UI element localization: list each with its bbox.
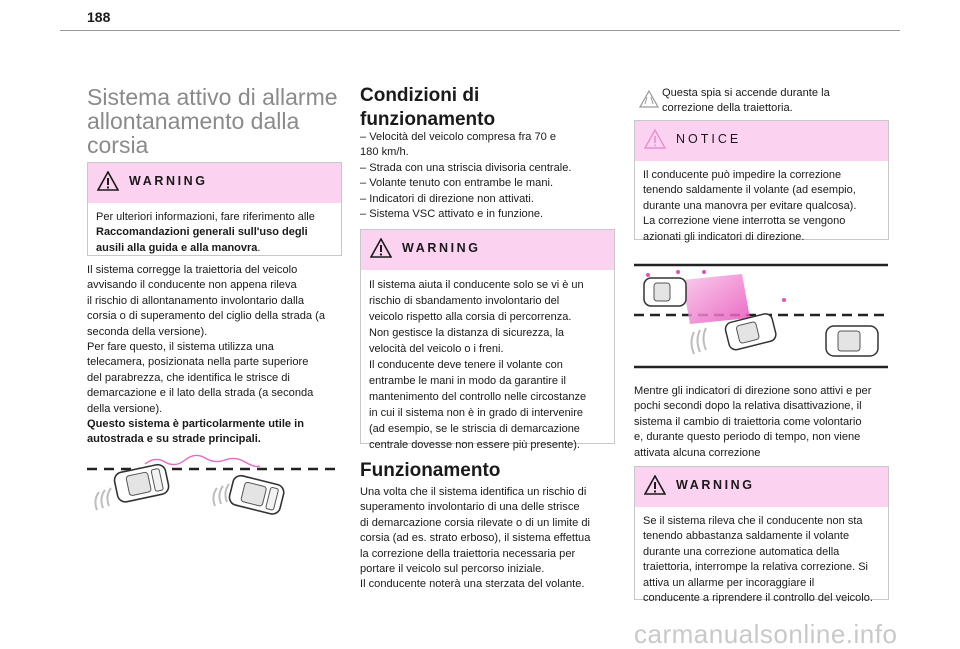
- text-line: (ad esempio, se le striscia di demarcazione: [369, 423, 580, 435]
- lane-keeping-illustration: [85, 452, 343, 522]
- notice-triangle-icon: [644, 129, 666, 149]
- text-line: tenendo abbastanza saldamente il volante: [643, 530, 850, 543]
- lane-change-illustration: [634, 262, 890, 372]
- text-line: Il conducente noterà una sterzata del volante.: [360, 578, 585, 591]
- text-line: demarcazione e il lato della strada (a seconda: [87, 387, 314, 400]
- warning-text: [635, 507, 888, 612]
- text-line: correzione della traiettoria.: [662, 102, 793, 115]
- text-line: conducente a riprendere il controllo del veicolo.: [643, 592, 873, 605]
- condition-item: – Indicatori di direzione non attivati.: [360, 192, 534, 205]
- text-line: centrale dovesse non essere più presente).: [369, 439, 580, 451]
- text-line: mantenimento del controllo nelle circostanze: [369, 391, 587, 403]
- condition-item: 180 km/h.: [360, 146, 409, 159]
- warning-header: [635, 467, 888, 507]
- text-line: il rischio di allontanamento involontario dalla: [87, 294, 305, 307]
- text-line: entrambe le mani in modo da garantire il: [369, 375, 566, 387]
- text-line: di demarcazione corsia rilevate o di un limite di: [360, 516, 590, 529]
- text-line: Mentre gli indicatori di direzione sono attivi e per: [634, 385, 872, 397]
- text-line: Per fare questo, il sistema utilizza una: [87, 341, 274, 354]
- warning-triangle-icon: [370, 238, 392, 258]
- operation-title: Funzionamento: [360, 460, 501, 481]
- warning-box: [360, 229, 615, 451]
- title-line: allontanamento dalla: [87, 108, 300, 134]
- text-line: velocità del veicolo o i freni.: [369, 343, 504, 355]
- conditions-list: [360, 130, 620, 222]
- text-line: pochi secondi dopo la relativa disattivazione, il: [634, 400, 862, 413]
- warning-label: WARNING: [402, 241, 481, 255]
- text-line: Il sistema corregge la traiettoria del veicolo: [87, 264, 298, 276]
- text-line: la correzione della traiettoria necessaria per: [360, 547, 576, 560]
- text-line: La correzione viene interrotta se vengono: [643, 215, 846, 228]
- text-line: traiettoria, interrompe la relativa correzione. Si: [643, 561, 868, 574]
- warning-triangle-icon: [644, 475, 666, 495]
- notice-box: [634, 120, 889, 243]
- title-line: funzionamento: [360, 109, 496, 130]
- text-line: azionati gli indicatori di direzione.: [643, 230, 805, 243]
- watermark: carmanualsonline.info: [634, 619, 898, 649]
- text-line: del parabrezza, che identifica le strisce di: [87, 371, 290, 384]
- warning-header: [88, 163, 341, 203]
- text-line: durante una correzione automatica della: [643, 545, 840, 558]
- text-line: Il sistema aiuta il conducente solo se vi è un: [369, 279, 584, 291]
- text-line: attiva un allarme per incoraggiare il: [643, 576, 815, 589]
- text-line: e, durante questo periodo di tempo, non viene: [634, 431, 861, 444]
- text-line: veicolo rispetto alla corsia di percorrenza.: [369, 311, 572, 323]
- text-line: Una volta che il sistema identifica un rischio di: [360, 486, 587, 498]
- warning-text-bold: Raccomandazioni generali sull'uso degli ausili alla guida e alla manovra: [96, 226, 308, 254]
- notice-header: [635, 121, 888, 161]
- notice-text: [635, 161, 888, 251]
- turn-signal-paragraph: [634, 384, 892, 461]
- lamp-description: [662, 86, 892, 117]
- text-line: in cui il sistema non è in grado di intervenire: [369, 407, 584, 419]
- intro-paragraph: [87, 263, 347, 448]
- text-line: seconda della versione).: [87, 325, 208, 338]
- title-line: Condizioni di: [360, 85, 480, 106]
- text-line: Il conducente può impedire la correzione: [643, 169, 842, 181]
- warning-box: [87, 162, 342, 256]
- title-line: Sistema attivo di allarme: [87, 84, 338, 110]
- text-line: rischio di sbandamento involontario del: [369, 295, 560, 307]
- bold-text-line: Questo sistema è particolarmente utile in: [87, 418, 305, 431]
- top-rule: [60, 30, 900, 31]
- text-line: tenendo saldamente il volante (ad esempio,: [643, 184, 856, 197]
- page-number: 188: [87, 9, 111, 25]
- notice-label: NOTICE: [676, 132, 742, 146]
- conditions-title: [360, 84, 620, 132]
- text-line: attivata alcuna correzione: [634, 446, 761, 459]
- text-line: telecamera, posizionata nella parte superiore: [87, 356, 309, 369]
- text-line: Se il sistema rileva che il conducente non sta: [643, 515, 863, 527]
- warning-label: WARNING: [129, 174, 208, 188]
- text-line: portare il veicolo sul percorso iniziale.: [360, 563, 545, 576]
- condition-item: – Strada con una striscia divisoria centrale.: [360, 161, 572, 174]
- bold-text-line: autostrada e su strade principali.: [87, 433, 261, 446]
- text-line: corsia (ad es. strato erboso), il sistema effettua: [360, 532, 591, 545]
- text-line: corsia o di superamento del ciglio della strada (a: [87, 310, 326, 323]
- text-line: superamento involontario di una delle strisce: [360, 501, 580, 514]
- text-line: sistema il cambio di traiettoria come volontario: [634, 415, 862, 428]
- warning-label: WARNING: [676, 478, 755, 492]
- text-line: Il conducente deve tenere il volante con: [369, 359, 563, 371]
- warning-text: [88, 203, 341, 262]
- operation-paragraph: [360, 485, 620, 593]
- section-title: [87, 85, 347, 157]
- text-line: avvisando il conducente non appena rileva: [87, 279, 297, 292]
- warning-box: [634, 466, 889, 605]
- condition-item: – Sistema VSC attivato e in funzione.: [360, 208, 544, 221]
- warning-text: [361, 270, 614, 459]
- warning-text-pre: Per ulteriori informazioni, fare riferimento alle: [96, 211, 315, 223]
- warning-triangle-icon: [97, 171, 119, 191]
- condition-item: – Volante tenuto con entrambe le mani.: [360, 177, 554, 190]
- text-line: Non gestisce la distanza di sicurezza, la: [369, 327, 565, 339]
- condition-item: – Velocità del veicolo compresa fra 70 e: [360, 131, 557, 143]
- text-line: Questa spia si accende durante la: [662, 87, 830, 99]
- lane-departure-lamp-icon: [639, 90, 659, 108]
- text-line: della versione).: [87, 402, 163, 415]
- warning-header: [361, 230, 614, 270]
- title-line: corsia: [87, 132, 149, 158]
- warning-text-post: .: [257, 241, 261, 254]
- text-line: durante una manovra per evitare qualcosa).: [643, 199, 857, 212]
